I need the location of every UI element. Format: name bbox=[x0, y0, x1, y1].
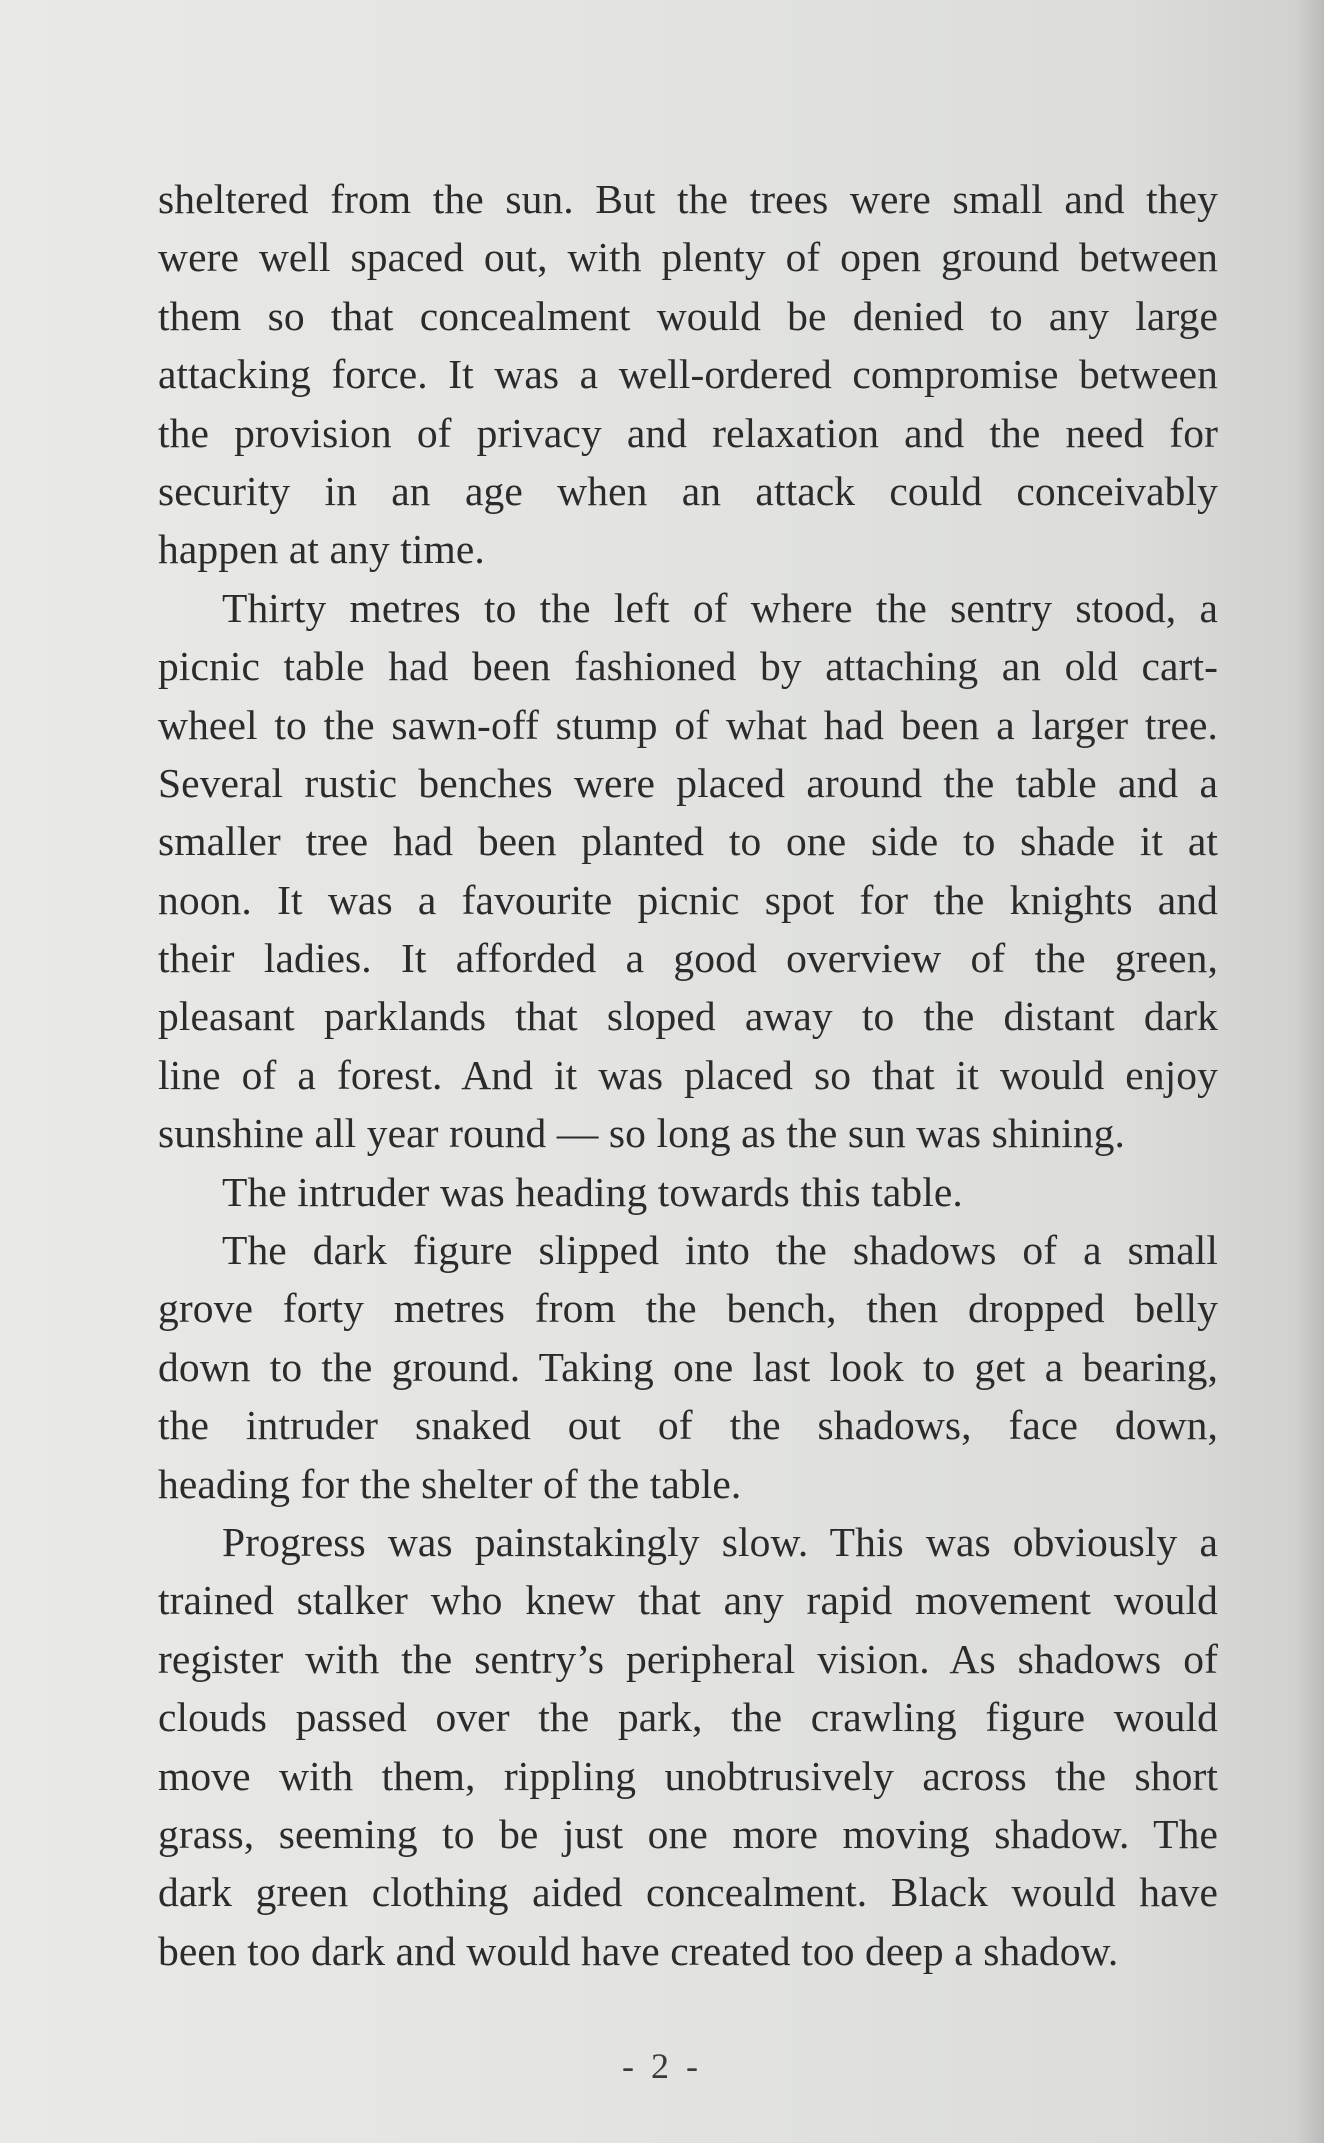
text-line: register with the sentry’s peripheral vision. As shadows of bbox=[158, 1635, 1218, 1682]
text-line: were well spaced out, with plenty of open ground between bbox=[158, 234, 1218, 281]
text-line: their ladies. It afforded a good overview of the green, bbox=[158, 935, 1218, 982]
text-line: Several rustic benches were placed around the table and a bbox=[158, 759, 1218, 806]
text-line: heading for the shelter of the table. bbox=[158, 1460, 742, 1507]
text-line: grove forty metres from the bench, then dropped belly bbox=[158, 1285, 1218, 1332]
text-line: line of a forest. And it was placed so that it would enjoy bbox=[158, 1051, 1218, 1098]
page-edge-shadow bbox=[1296, 0, 1324, 2143]
text-line: the intruder snaked out of the shadows, face down, bbox=[158, 1402, 1218, 1449]
text-line: security in an age when an attack could conceivably bbox=[158, 467, 1218, 514]
text-line: grass, seeming to be just one more moving shadow. The bbox=[158, 1810, 1218, 1857]
paragraph-first-line: Thirty metres to the left of where the sentry stood, a bbox=[222, 584, 1218, 631]
text-line: trained stalker who knew that any rapid movement would bbox=[158, 1577, 1218, 1624]
text-line: been too dark and would have created too deep a shadow. bbox=[158, 1927, 1119, 1974]
text-line: wheel to the sawn-off stump of what had been a larger tree. bbox=[158, 701, 1218, 748]
paragraph-first-line: Progress was painstakingly slow. This was obviously a bbox=[222, 1518, 1218, 1565]
paragraph-first-line: The intruder was heading towards this table. bbox=[222, 1168, 963, 1215]
page-number: - 2 - bbox=[622, 2046, 702, 2086]
text-line: smaller tree had been planted to one side to shade it at bbox=[158, 818, 1218, 865]
text-line: dark green clothing aided concealment. Black would have bbox=[158, 1869, 1218, 1916]
body-text bbox=[158, 170, 1218, 1980]
text-line: picnic table had been fashioned by attaching an old cart- bbox=[158, 643, 1218, 690]
text-line: the provision of privacy and relaxation and the need for bbox=[158, 409, 1218, 456]
text-line: move with them, rippling unobtrusively across the short bbox=[158, 1752, 1218, 1799]
text-line: attacking force. It was a well-ordered compromise between bbox=[158, 351, 1218, 398]
text-line: sheltered from the sun. But the trees were small and they bbox=[158, 176, 1218, 222]
text-line: sunshine all year round — so long as the sun was shining. bbox=[158, 1110, 1126, 1157]
text-line: pleasant parklands that sloped away to the distant dark bbox=[158, 993, 1218, 1040]
text-line: down to the ground. Taking one last look to get a bearing, bbox=[158, 1343, 1218, 1390]
paragraph-first-line: The dark figure slipped into the shadows of a small bbox=[222, 1227, 1218, 1274]
text-line: happen at any time. bbox=[158, 526, 485, 573]
text-line: noon. It was a favourite picnic spot for the knights and bbox=[158, 876, 1218, 923]
text-line: them so that concealment would be denied to any large bbox=[158, 292, 1218, 339]
text-line: clouds passed over the park, the crawling figure would bbox=[158, 1694, 1218, 1741]
